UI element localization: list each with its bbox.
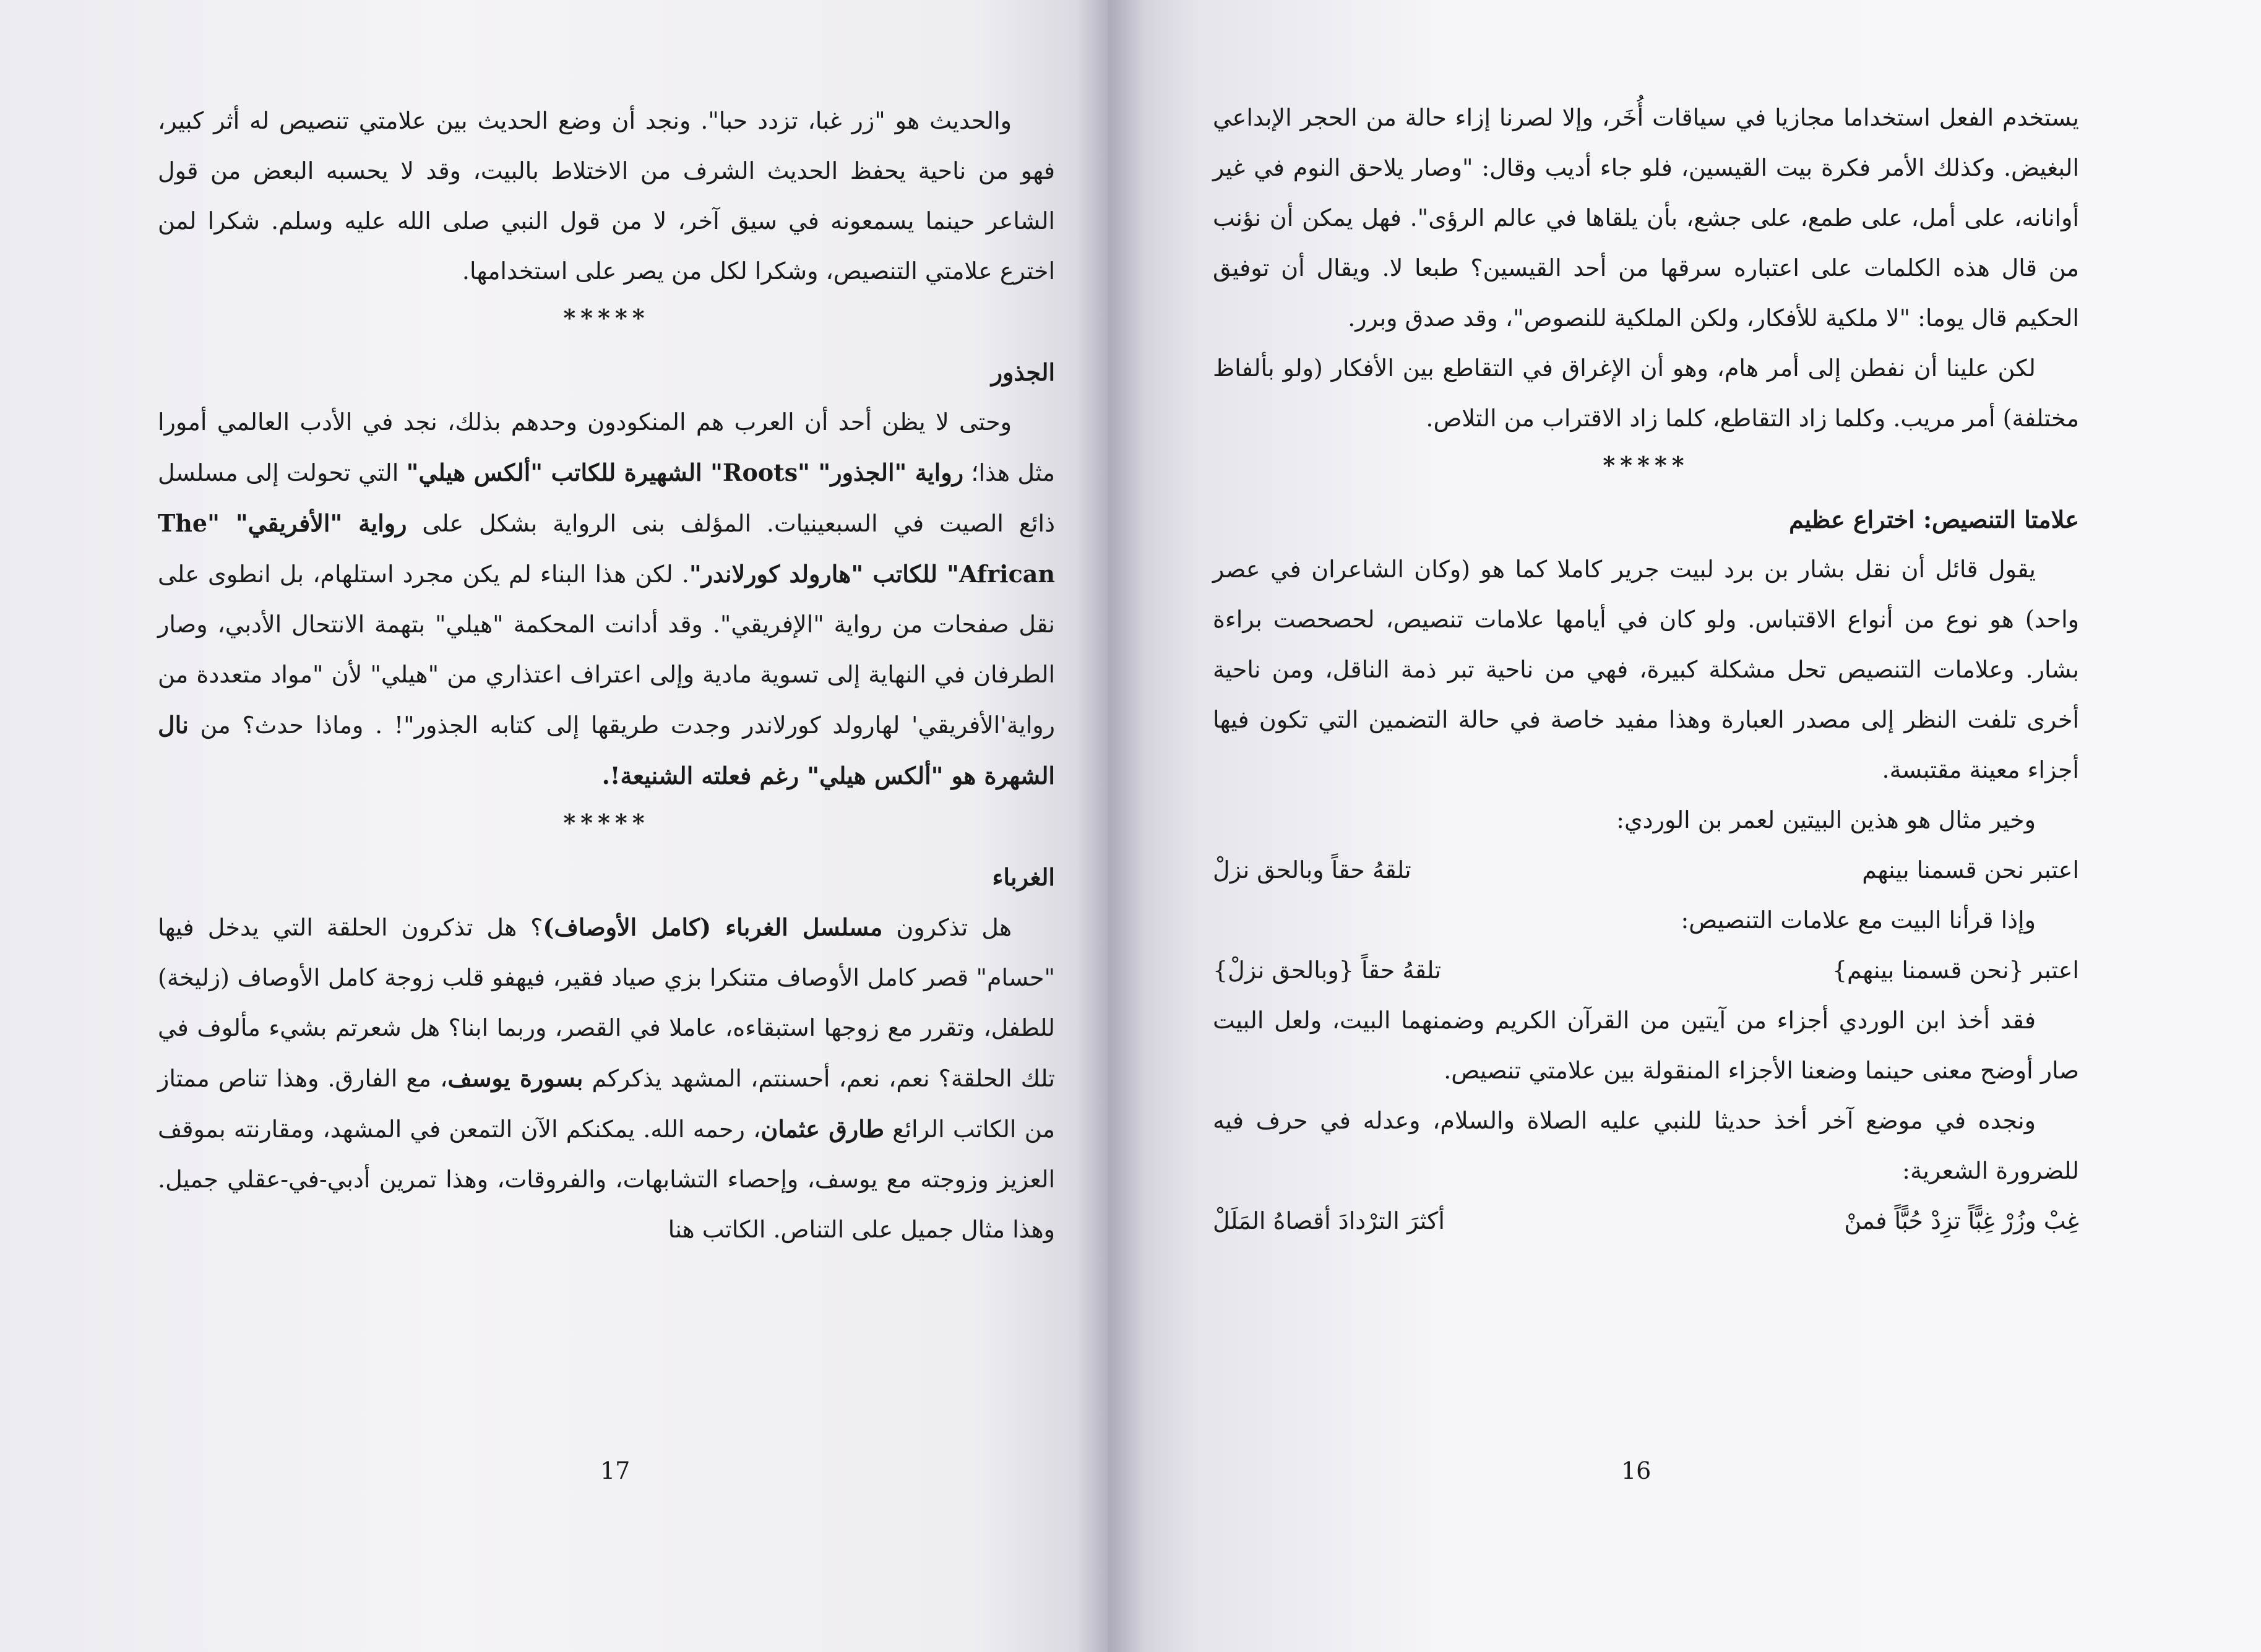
left-page-text <box>158 96 1055 1255</box>
verse-second-hemistich: أكثرَ الترْدادَ أقصاهُ المَلَلْ <box>1213 1207 1445 1234</box>
verse-first-hemistich: اعتبر {نحن قسمنا بينهم} <box>1832 957 2079 984</box>
book-gutter-shadow <box>1077 0 1145 1652</box>
text-run: وحتى لا يظن أحد أن العرب هم المنكودون وحدهم بذلك، نجد في الأدب العالمي أمورا مثل هذا؛ <box>158 408 1055 486</box>
page-number: 16 <box>1621 1457 1652 1484</box>
paragraph: يقول قائل أن نقل بشار بن برد لبيت جرير كاملا كما هو (وكان الشاعران في عصر واحد) هو نوع من أنواع الاقتباس. ولو كان في أيامها علامات تنصيص، لحصحصت براءة بشار. وعلامات التنصيص تحل مشكلة كبيرة، فهي من ناحية تبر ذمة الناقل، ومن ناحية أخرى تلفت النظر إلى مصدر العبارة وهذا مفيد خاصة في حالة التضمين التي تكون فيها أجزاء معينة مقتبسة. <box>1213 556 2079 783</box>
bold-text: رواية "الجذور" "Roots" الشهيرة للكاتب "ألكس هيلي" <box>406 458 964 486</box>
section-heading: الجذور <box>991 358 1055 386</box>
paragraph: وخير مثال هو هذين البيتين لعمر بن الوردي: <box>1616 806 2036 833</box>
right-page <box>1108 0 2261 1652</box>
verse-first-hemistich: غِبْ وزُرْ غِبًّاً تزِدْ حُبًّاً فمنْ <box>1844 1207 2079 1234</box>
bold-text: رواية "الأفريقي" "The African" للكاتب "هارولد كورلاندر" <box>158 509 1055 588</box>
paragraph: لكن علينا أن نفطن إلى أمر هام، وهو أن الإغراق في التقاطع بين الأفكار (ولو بألفاظ مختلفة) أمر مريب. وكلما زاد التقاطع، كلما زاد الاقتراب من التلاص. <box>1213 355 2079 432</box>
section-heading: الغرباء <box>992 863 1055 891</box>
bold-text: طارق عثمان <box>760 1115 884 1143</box>
section-separator: ***** <box>563 304 650 332</box>
section-separator: ***** <box>1603 451 1689 479</box>
text-run: التي تحولت إلى مسلسل ذائع الصيت في السبعينيات. المؤلف بنى الرواية بشكل على <box>158 459 1055 537</box>
paragraph <box>158 397 1055 801</box>
verse-second-hemistich: تلقهُ حقاً {وبالحق نزلْ} <box>1213 957 1442 984</box>
text-run: هل تذكرون <box>882 914 1012 941</box>
left-page <box>0 0 1108 1652</box>
text-run: ، رحمه الله. يمكنكم الآن التمعن في المشهد، ومقارنته بموقف العزيز وزوجته مع يوسف، وإحصاء التشابهات، والفروقات، وهذا تمرين أدبي-في-عقلي جميل. وهذا مثال جميل على التناص. الكاتب هنا <box>158 1116 1055 1243</box>
right-page-text <box>1213 93 2079 1246</box>
paragraph: يستخدم الفعل استخداما مجازيا في سياقات أُخَر، وإلا لصرنا إزاء حالة من الحجر الإبداعي البغيض. وكذلك الأمر فكرة بيت القيسين، فلو جاء أديب وقال: "وصار يلاحق النوم في غير أوانانه، على أمل، على طمع، على جشع، بأن يلقاها في عالم الرؤى". فهل يمكن أن نؤنب من قال هذه الكلمات على اعتباره سرقها من أحد القيسين؟ طبعا لا. ويقال أن توفيق الحكيم قال يوما: "لا ملكية للأفكار، ولكن الملكية للنصوص"، وقد صدق وبرر. <box>1213 104 2079 332</box>
page-number: 17 <box>600 1457 631 1484</box>
paragraph <box>158 902 1055 1255</box>
section-separator: ***** <box>563 809 650 837</box>
paragraph: وإذا قرأنا البيت مع علامات التنصيص: <box>1681 906 2036 934</box>
poem-verse <box>1213 945 2079 996</box>
verse-second-hemistich: تلقهُ حقاً وبالحق نزلْ <box>1213 856 1411 884</box>
poem-verse <box>1213 845 2079 895</box>
paragraph: ونجده في موضع آخر أخذ حديثا للنبي عليه الصلاة والسلام، وعدله في حرف فيه للضرورة الشعرية: <box>1213 1107 2079 1184</box>
poem-verse <box>1213 1196 2079 1246</box>
verse-first-hemistich: اعتبر نحن قسمنا بينهم <box>1862 856 2079 884</box>
paragraph: والحديث هو "زر غبا، تزدد حبا". ونجد أن وضع الحديث بين علامتي تنصيص له أثر كبير، فهو من ناحية يحفظ الحديث الشرف من الاختلاط بالبيت، وقد لا يحسبه البعض من قول الشاعر حينما يسمعونه في سيق آخر، لا من قول النبي صلى الله عليه وسلم. شكرا لمن اخترع علامتي التنصيص، وشكرا لكل من يصر على استخدامها. <box>158 107 1055 285</box>
bold-text: بسورة يوسف <box>447 1064 584 1092</box>
bold-text: مسلسل الغرباء (كامل الأوصاف) <box>543 913 883 941</box>
text-run: ؟ هل تذكرون الحلقة التي يدخل فيها "حسام" قصر كامل الأوصاف متنكرا بزي صياد فقير، فيهفو قلب زوجة كامل الأوصاف (زليخة) للطفل، وتقرر مع زوجها استبقاءه، عاملا في القصر، وربما ابنا؟ هل شعرتم بشيء مألوف في تلك الحلقة؟ نعم، نعم، أحسنتم، المشهد يذكركم <box>158 914 1055 1092</box>
text-run: ، مع الفارق. وهذا تناص ممتاز من الكاتب الرائع <box>158 1065 1055 1143</box>
section-heading: علامتا التنصيص: اختراع عظيم <box>1789 505 2079 533</box>
paragraph: فقد أخذ ابن الوردي أجزاء من آيتين من القرآن الكريم وضمنهما البيت، ولعل البيت صار أوضح معنى حينما وضعنا الأجزاء المنقولة بين علامتي تنصيص. <box>1213 1007 2079 1084</box>
bold-text: نال الشهرة هو "ألكس هيلي" رغم فعلته الشنيعة!. <box>158 711 1055 789</box>
text-run: . لكن هذا البناء لم يكن مجرد استلهام، بل انطوى على نقل صفحات من رواية "الإفريقي". وقد أدانت المحكمة "هيلي" بتهمة الانتحال الأدبي، وصار الطرفان في النهاية إلى تسوية مادية وإلى اعتراف اعتذاري من "هيلي" لأن "مواد متعددة من رواية'الأفريقي' لهارولد كورلاندر وجدت طريقها إلى كتابه الجذور"! . وماذا حدث؟ من <box>158 561 1055 739</box>
